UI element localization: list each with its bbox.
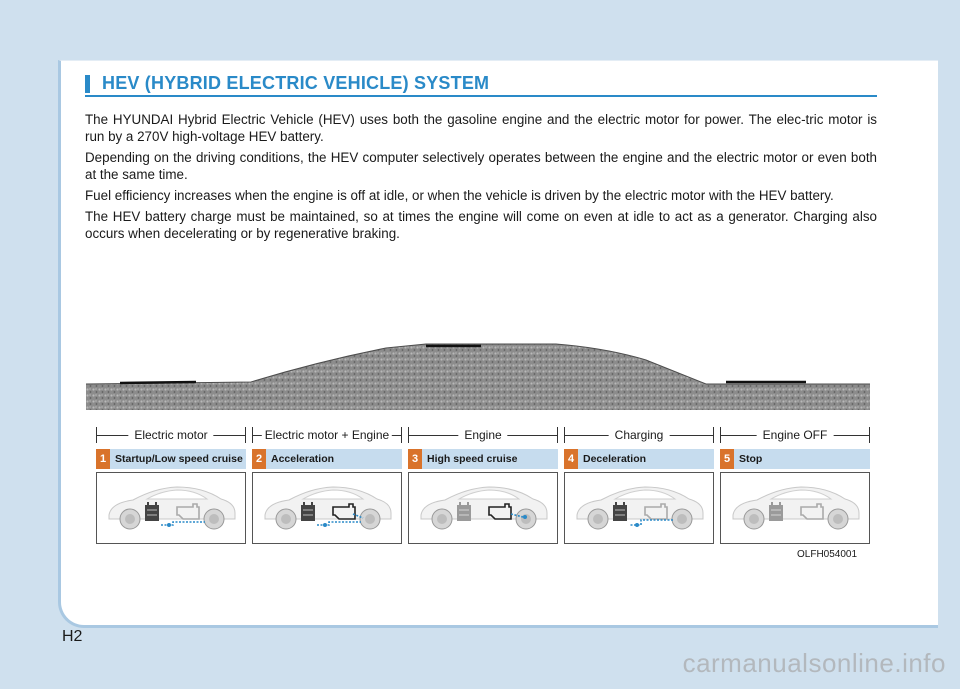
paragraph: Depending on the driving conditions, the HEV computer selectively operates between the engine and the electric motor or even both at the same time. bbox=[85, 150, 877, 182]
mode-labels-row bbox=[96, 426, 870, 444]
mode-segment bbox=[252, 426, 402, 444]
wheel-icon bbox=[744, 509, 764, 529]
stage-number-badge: 2 bbox=[252, 449, 266, 469]
section-title: HEV (HYBRID ELECTRIC VEHICLE) SYSTEM bbox=[102, 73, 490, 93]
paragraph: The HEV battery charge must be maintained, so at times the engine will come on even at idle to act as a generator. Charging also occurs when decelerating or by regenerative braking. bbox=[85, 209, 877, 241]
page-number: H2 bbox=[62, 628, 83, 645]
section-header bbox=[85, 73, 877, 97]
stage-diagram-box bbox=[408, 472, 558, 544]
stage-header bbox=[408, 449, 558, 469]
stage-panel bbox=[408, 449, 558, 544]
wheel-icon bbox=[828, 509, 848, 529]
stage-header bbox=[564, 449, 714, 469]
mode-segment bbox=[96, 426, 246, 444]
paragraph: Fuel efficiency increases when the engine is off at idle, or when the vehicle is driven by the electric motor with the HEV battery. bbox=[85, 188, 834, 203]
figure-code: OLFH054001 bbox=[797, 549, 858, 560]
body-text bbox=[85, 111, 877, 246]
wheel-icon bbox=[120, 509, 140, 529]
stage-header bbox=[96, 449, 246, 469]
stage-diagram-box bbox=[96, 472, 246, 544]
mode-label: Electric motor + Engine bbox=[262, 426, 392, 444]
watermark: carmanualsonline.info bbox=[682, 648, 946, 678]
road-hill-illustration bbox=[86, 340, 870, 410]
stage-number-badge: 3 bbox=[408, 449, 422, 469]
stage-label: Acceleration bbox=[271, 453, 335, 465]
stage-number-badge: 1 bbox=[96, 449, 110, 469]
stage-diagram-box bbox=[564, 472, 714, 544]
hybrid-flow-diagram bbox=[253, 473, 401, 543]
hybrid-flow-diagram bbox=[409, 473, 557, 543]
stage-header bbox=[720, 449, 870, 469]
stage-panel bbox=[96, 449, 246, 544]
wheel-icon bbox=[516, 509, 536, 529]
mode-label: Engine OFF bbox=[757, 426, 834, 444]
stage-number-badge: 4 bbox=[564, 449, 578, 469]
wheel-icon bbox=[672, 509, 692, 529]
wheel-icon bbox=[276, 509, 296, 529]
mode-label: Engine bbox=[458, 426, 507, 444]
wheel-icon bbox=[588, 509, 608, 529]
mode-segment bbox=[564, 426, 714, 444]
stage-header bbox=[252, 449, 402, 469]
wheel-icon bbox=[204, 509, 224, 529]
stage-label: Startup/Low speed cruise bbox=[115, 453, 243, 465]
mode-segment bbox=[408, 426, 558, 444]
paragraph: The HYUNDAI Hybrid Electric Vehicle (HEV) uses both the gasoline engine and the electric motor for power. The elec-tric motor is run by a 270V high-voltage HEV battery. bbox=[85, 112, 877, 144]
stage-number-badge: 5 bbox=[720, 449, 734, 469]
stage-label: Deceleration bbox=[583, 453, 647, 465]
section-accent-bar bbox=[85, 75, 90, 93]
stage-panel bbox=[252, 449, 402, 544]
mode-segment bbox=[720, 426, 870, 444]
stage-diagram-box bbox=[720, 472, 870, 544]
stage-diagram-box bbox=[252, 472, 402, 544]
stage-panel bbox=[564, 449, 714, 544]
wheel-icon bbox=[360, 509, 380, 529]
stage-panel bbox=[720, 449, 870, 544]
stage-label: Stop bbox=[739, 453, 763, 465]
hybrid-flow-diagram bbox=[721, 473, 869, 543]
wheel-icon bbox=[432, 509, 452, 529]
stage-label: High speed cruise bbox=[427, 453, 518, 465]
mode-label: Electric motor bbox=[128, 426, 213, 444]
hybrid-flow-diagram bbox=[97, 473, 245, 543]
hybrid-flow-diagram bbox=[565, 473, 713, 543]
mode-label: Charging bbox=[609, 426, 670, 444]
